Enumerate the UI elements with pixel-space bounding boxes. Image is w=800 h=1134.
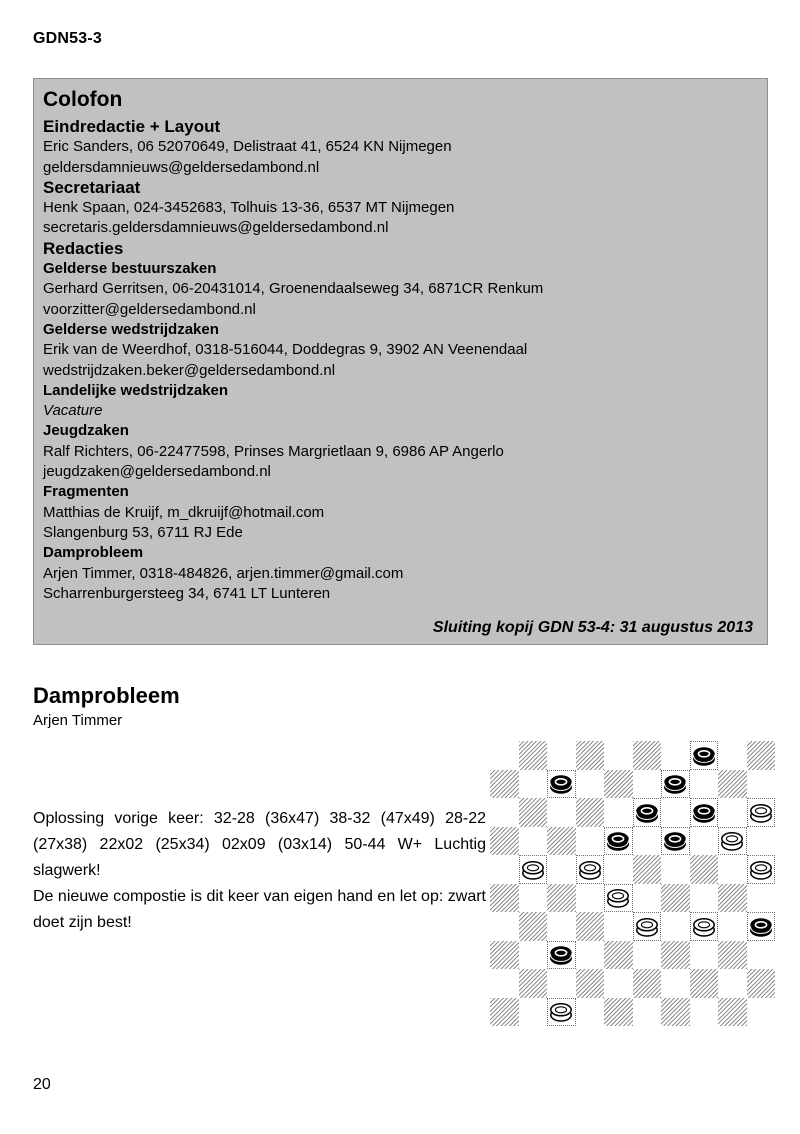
dark-square-29 [661,884,690,913]
black-man-square-9 [661,770,690,799]
page-number: 20 [33,1076,51,1093]
dark-square-23 [633,855,662,884]
dark-square-36 [490,941,519,970]
light-square [576,884,605,913]
black-man-square-14 [690,798,719,827]
colofon-line: Arjen Timmer, 0318-484826, arjen.timmer@gmail.com [43,564,404,582]
light-square [747,770,776,799]
light-square [633,884,662,913]
dark-square-12 [576,798,605,827]
document-code: GDN53-3 [33,30,102,47]
dark-square-30 [718,884,747,913]
dark-square-41 [519,969,548,998]
light-square [690,884,719,913]
colofon-subheading: Jeugdzaken [43,422,129,440]
light-square [604,912,633,941]
colofon-line: Erik van de Weerdhof, 0318-516044, Doddegras 9, 3902 AN Veenendaal [43,341,528,359]
light-square [718,912,747,941]
light-square [576,998,605,1027]
dark-square-5 [747,741,776,770]
colofon-lines [43,117,753,604]
light-square [747,827,776,856]
dark-square-46 [490,998,519,1027]
dark-square-38 [604,941,633,970]
light-square [490,969,519,998]
white-man-icon [634,913,660,940]
light-square [604,969,633,998]
light-square [690,941,719,970]
dark-square-8 [604,770,633,799]
dark-square-17 [547,827,576,856]
light-square [547,855,576,884]
white-man-square-34 [690,912,719,941]
black-man-square-35 [747,912,776,941]
light-square [690,770,719,799]
light-square [547,969,576,998]
light-square [547,912,576,941]
white-man-icon [748,856,774,883]
light-square [718,969,747,998]
new-composition-paragraph: De nieuwe compostie is dit keer van eigen hand en let op: zwart doet zijn best! [33,888,486,931]
colofon-subheading: Landelijke wedstrijdzaken [43,381,229,399]
colofon-line: geldersdamnieuws@geldersedambond.nl [43,158,320,176]
white-man-icon [691,913,717,940]
white-man-icon [548,998,574,1025]
dark-square-16 [490,827,519,856]
dark-square-42 [576,969,605,998]
light-square [718,855,747,884]
light-square [519,827,548,856]
light-square [547,798,576,827]
light-square [547,741,576,770]
light-square [718,798,747,827]
black-man-icon [691,799,717,826]
dark-square-3 [633,741,662,770]
light-square [661,969,690,998]
colofon-line: Eric Sanders, 06 52070649, Delistraat 41, 6524 KN Nijmegen [43,138,452,156]
dark-square-40 [718,941,747,970]
dark-square-27 [547,884,576,913]
light-square [690,998,719,1027]
article-title: Damprobleem [33,683,180,708]
colofon-subheading: Gelderse bestuurszaken [43,260,217,278]
light-square [576,827,605,856]
light-square [519,770,548,799]
colofon-line: Slangenburg 53, 6711 RJ Ede [43,523,243,541]
dark-square-31 [519,912,548,941]
white-man-icon [577,856,603,883]
black-man-icon [548,941,574,968]
colofon-section-heading: Redacties [43,238,124,258]
light-square [633,998,662,1027]
light-square [690,827,719,856]
light-square [576,941,605,970]
colofon-title: Colofon [43,88,123,111]
light-square [661,855,690,884]
light-square [661,912,690,941]
black-man-square-19 [661,827,690,856]
white-man-square-21 [519,855,548,884]
colofon-line: jeugdzaken@geldersedambond.nl [43,463,271,481]
dark-square-44 [690,969,719,998]
colofon-line: Ralf Richters, 06-22477598, Prinses Margrietlaan 9, 6986 AP Angerlo [43,442,504,460]
light-square [747,941,776,970]
colofon-line: Matthias de Kruijf, m_dkruijf@hotmail.com [43,503,325,521]
dark-square-2 [576,741,605,770]
dark-square-10 [718,770,747,799]
light-square [661,741,690,770]
colofon-line: Henk Spaan, 024-3452683, Tolhuis 13-36, 6537 MT Nijmegen [43,199,455,217]
dark-square-45 [747,969,776,998]
light-square [519,884,548,913]
black-man-icon [634,799,660,826]
colofon-subheading: Gelderse wedstrijdzaken [43,320,219,338]
white-man-square-47 [547,998,576,1027]
black-man-icon [662,827,688,854]
dark-square-24 [690,855,719,884]
white-man-icon [719,827,745,854]
white-man-square-25 [747,855,776,884]
colofon-line: Scharrenburgersteeg 34, 6741 LT Lunteren [43,584,331,602]
light-square [718,741,747,770]
light-square [490,855,519,884]
white-man-square-20 [718,827,747,856]
dark-square-48 [604,998,633,1027]
copy-deadline-note: Sluiting kopij GDN 53-4: 31 augustus 2013 [432,619,753,637]
light-square [604,741,633,770]
black-man-square-7 [547,770,576,799]
article-author: Arjen Timmer [33,712,123,729]
light-square [604,798,633,827]
black-man-icon [691,742,717,769]
white-man-icon [605,884,631,911]
black-man-icon [748,913,774,940]
dark-square-49 [661,998,690,1027]
colofon-vacancy: Vacature [43,402,103,420]
black-man-square-37 [547,941,576,970]
light-square [661,798,690,827]
light-square [519,998,548,1027]
black-man-square-13 [633,798,662,827]
dark-square-39 [661,941,690,970]
dark-square-32 [576,912,605,941]
light-square [604,855,633,884]
black-man-icon [548,770,574,797]
light-square [633,941,662,970]
white-man-square-22 [576,855,605,884]
draughts-board [490,741,775,1026]
white-man-square-15 [747,798,776,827]
white-man-square-28 [604,884,633,913]
colofon-line: secretaris.geldersdamnieuws@geldersedambond.nl [43,219,389,237]
light-square [490,798,519,827]
colofon-line: Gerhard Gerritsen, 06-20431014, Groenendaalseweg 34, 6871CR Renkum [43,280,544,298]
white-man-icon [520,856,546,883]
colofon-section-heading: Secretariaat [43,177,141,197]
light-square [490,741,519,770]
light-square [633,770,662,799]
light-square [576,770,605,799]
colofon-line: voorzitter@geldersedambond.nl [43,300,256,318]
colofon-box [33,78,768,645]
colofon-subheading: Fragmenten [43,483,129,501]
solution-paragraph: Oplossing vorige keer: 32-28 (36x47) 38-32 (47x49) 28-22 (27x38) 22x02 (25x34) 02x09 (03x14) 50-44 W+ Luchtig slagwerk! [33,810,486,879]
light-square [747,884,776,913]
white-man-icon [748,799,774,826]
light-square [633,827,662,856]
colofon-section-heading: Eindredactie + Layout [43,117,221,136]
black-man-icon [662,770,688,797]
dark-square-11 [519,798,548,827]
light-square [490,912,519,941]
light-square [747,998,776,1027]
colofon-line: wedstrijdzaken.beker@geldersedambond.nl [43,361,336,379]
light-square [519,941,548,970]
white-man-square-33 [633,912,662,941]
dark-square-1 [519,741,548,770]
dark-square-6 [490,770,519,799]
colofon-subheading: Damprobleem [43,544,144,562]
dark-square-26 [490,884,519,913]
dark-square-43 [633,969,662,998]
dark-square-50 [718,998,747,1027]
black-man-square-4 [690,741,719,770]
black-man-icon [605,827,631,854]
black-man-square-18 [604,827,633,856]
